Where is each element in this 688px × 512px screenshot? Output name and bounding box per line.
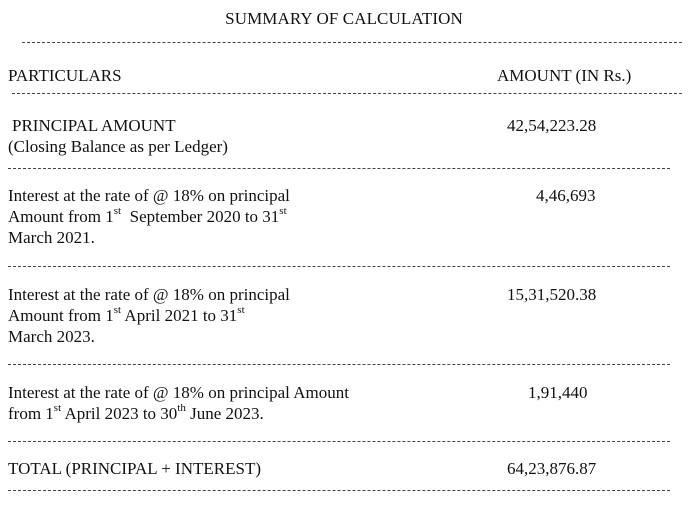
row-interest-3-amount: 1,91,440 — [528, 383, 588, 402]
row-interest-3-line2-text-b: April 2023 to 30 — [61, 404, 178, 423]
row-interest-1-amount: 4,46,693 — [536, 186, 596, 205]
row-interest-2-line2-text-a: Amount from 1 — [8, 306, 114, 325]
row-interest-3-line2 — [8, 403, 264, 424]
row-interest-3-line1: Interest at the rate of @ 18% on principal Amount — [8, 383, 349, 402]
separator-row-2 — [8, 266, 670, 267]
total-label: TOTAL (PRINCIPAL + INTEREST) — [8, 459, 261, 478]
row-interest-1-line3: March 2021. — [8, 228, 95, 247]
row-interest-3-line2-text-a: from 1 — [8, 404, 54, 423]
total-amount: 64,23,876.87 — [507, 459, 597, 478]
separator-header — [12, 93, 682, 94]
row-interest-3-sup-2: th — [177, 402, 186, 415]
row-interest-1-sup-2: st — [279, 205, 287, 218]
row-interest-2-line3: March 2023. — [8, 327, 95, 346]
row-interest-3-line2-text-c: June 2023. — [185, 404, 264, 423]
row-principal-amount: 42,54,223.28 — [507, 116, 597, 135]
row-interest-2-line2 — [8, 305, 245, 326]
row-interest-1-sup-1: st — [113, 205, 122, 218]
row-interest-2-line1: Interest at the rate of @ 18% on principal — [8, 285, 290, 304]
document-title: SUMMARY OF CALCULATION — [225, 9, 463, 28]
separator-row-3 — [8, 364, 670, 365]
row-principal-label: PRINCIPAL AMOUNT — [12, 116, 176, 135]
row-interest-1-line2-text-b: September 2020 to 31 — [121, 207, 280, 226]
header-particulars: PARTICULARS — [8, 66, 122, 85]
header-amount: AMOUNT (IN Rs.) — [497, 66, 632, 85]
row-interest-2-sup-1: st — [113, 304, 122, 317]
row-interest-2-line2-text-b: April 2021 to 31 — [121, 306, 238, 325]
row-principal-sublabel: (Closing Balance as per Ledger) — [8, 137, 228, 156]
row-interest-2-amount: 15,31,520.38 — [507, 285, 597, 304]
separator-row-1 — [8, 168, 670, 169]
row-interest-2-sup-2: st — [237, 304, 245, 317]
separator-bottom — [8, 490, 670, 491]
row-interest-1-line1: Interest at the rate of @ 18% on principal — [8, 186, 290, 205]
row-interest-3-sup-1: st — [53, 402, 62, 415]
separator-row-4 — [8, 441, 670, 442]
row-interest-1-line2 — [8, 206, 287, 227]
row-interest-1-line2-text-a: Amount from 1 — [8, 207, 114, 226]
separator-top — [22, 42, 682, 43]
